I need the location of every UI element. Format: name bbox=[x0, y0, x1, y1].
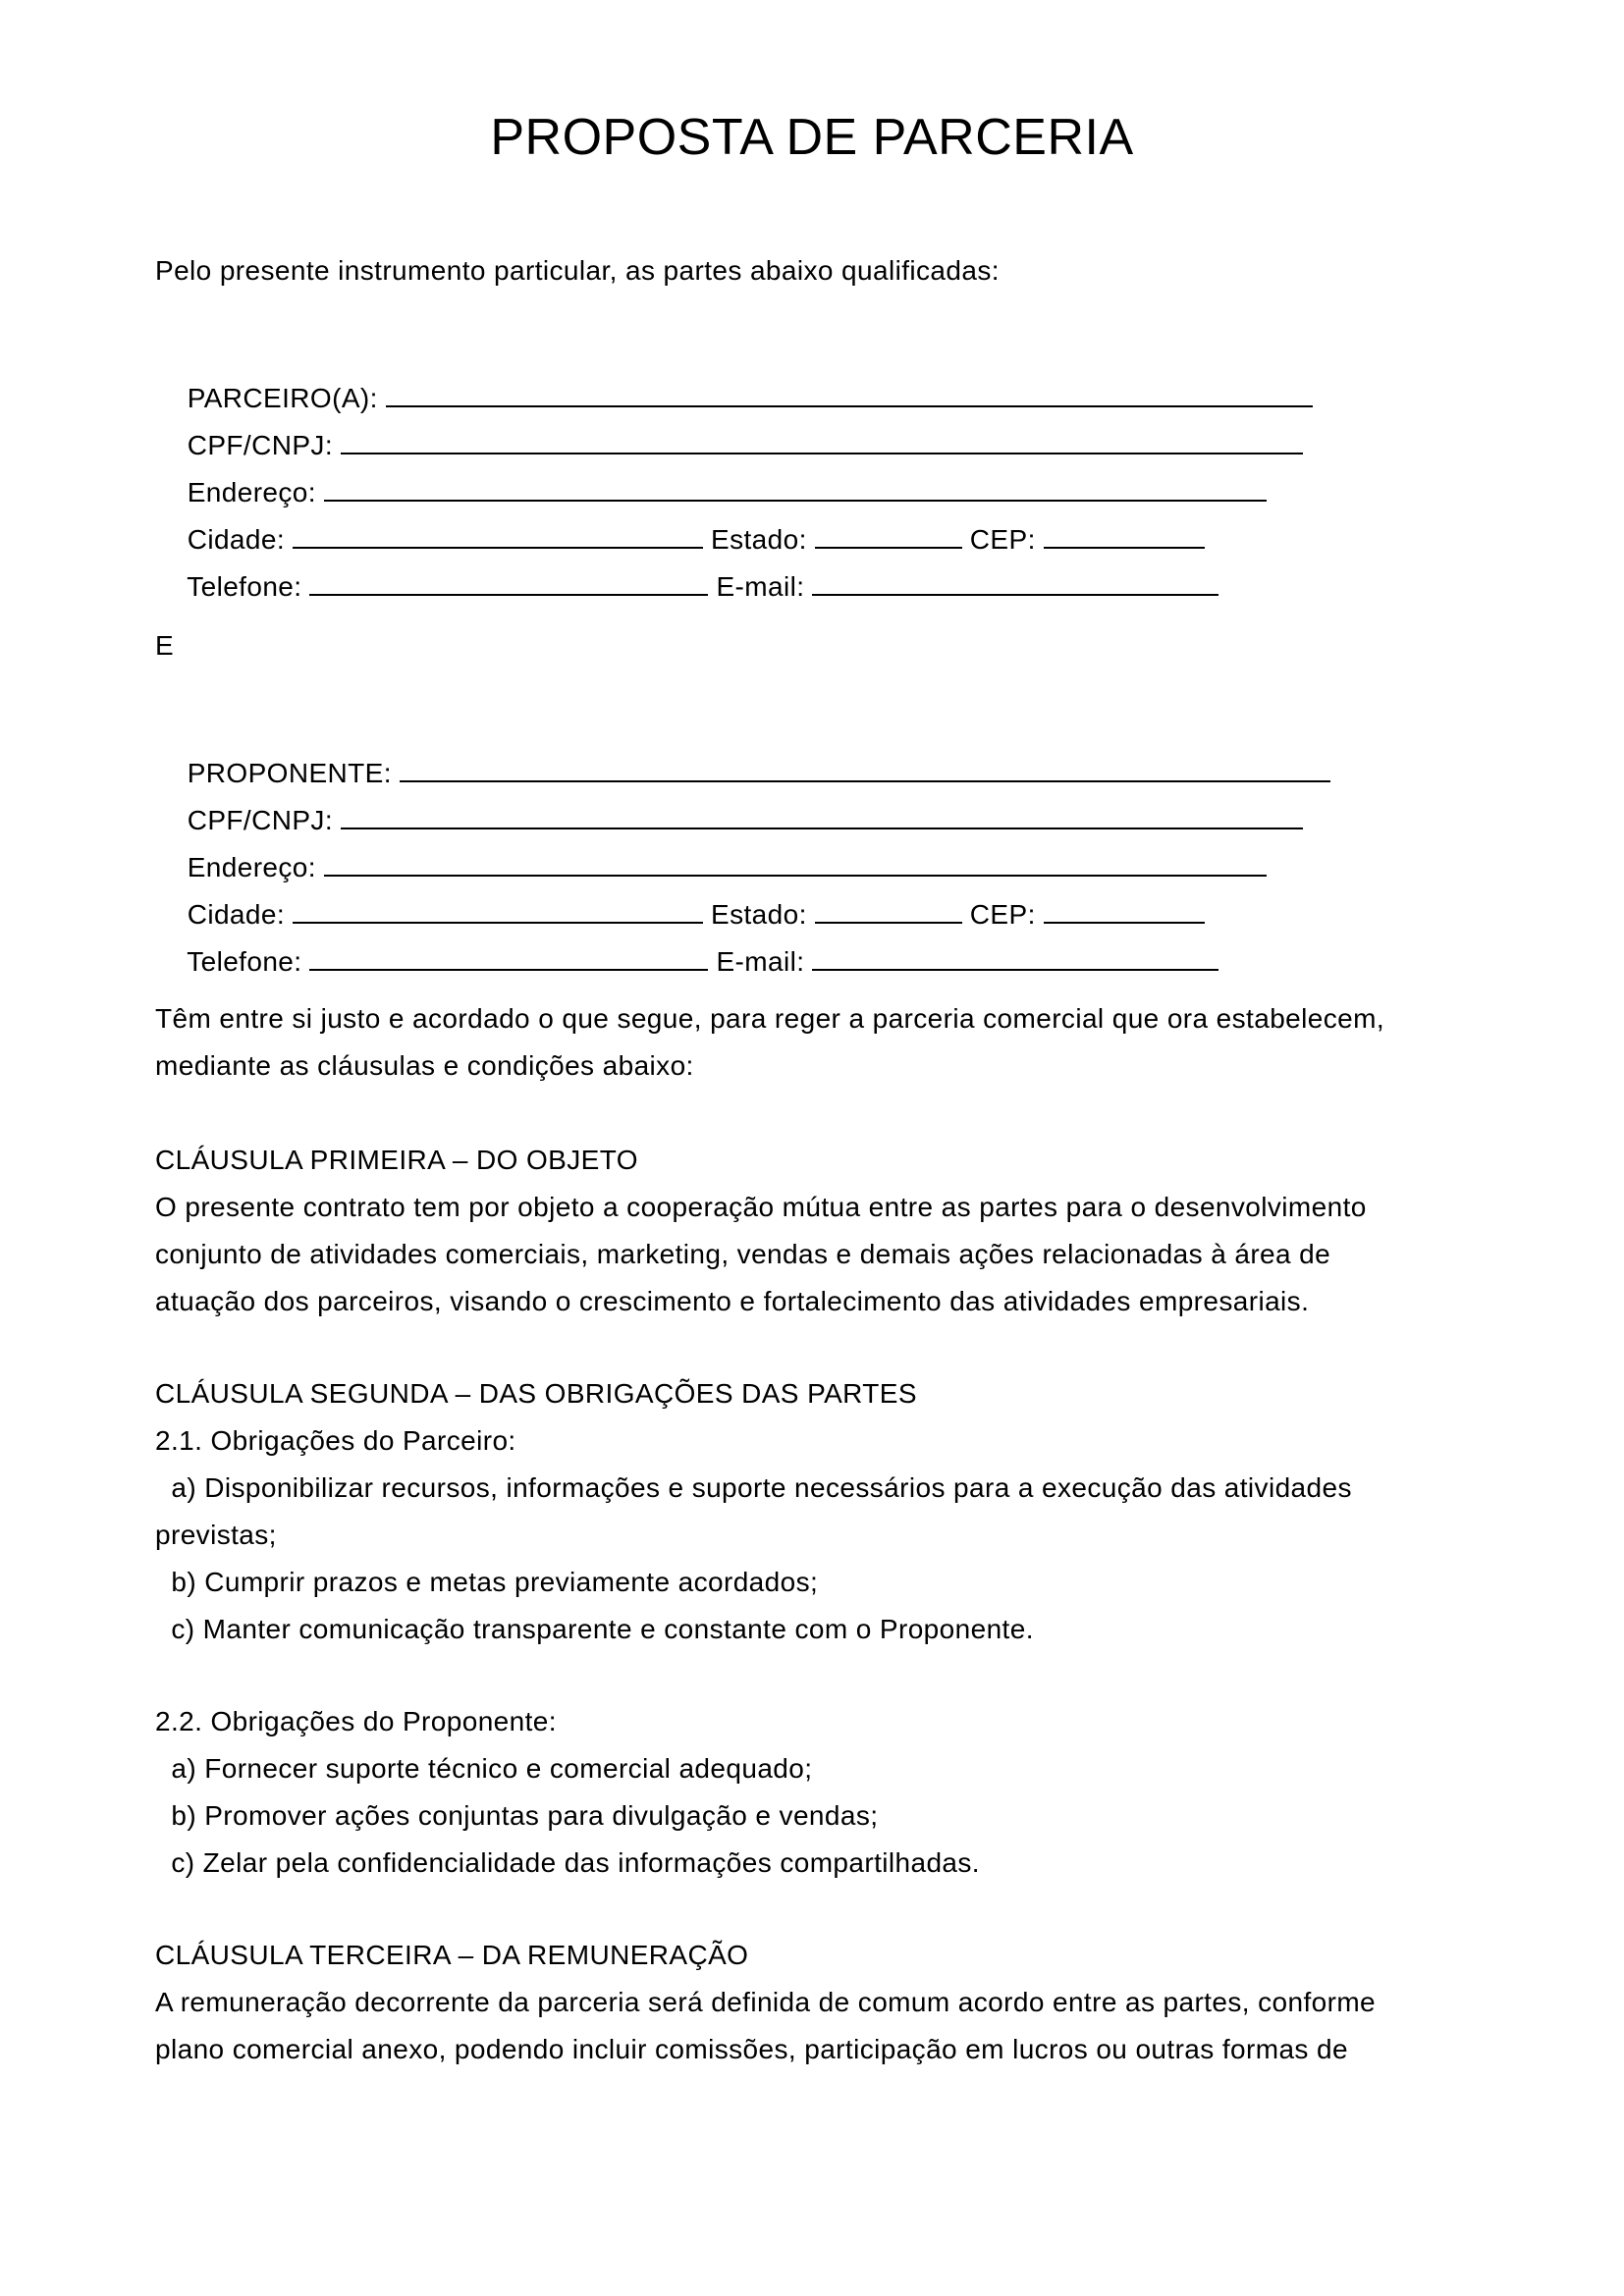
party1-state-label: Estado: bbox=[711, 524, 807, 555]
party1-email-label: E-mail: bbox=[716, 571, 805, 602]
party1-phone-label: Telefone: bbox=[187, 571, 302, 602]
clause2-sub1-line: previstas; bbox=[155, 1520, 277, 1550]
clause3-line: plano comercial anexo, podendo incluir comissões, participação em lucros ou outras formas de bbox=[155, 2034, 1348, 2064]
clause2-sub1-heading: 2.1. Obrigações do Parceiro: bbox=[155, 1425, 516, 1456]
intro-text: Pelo presente instrumento particular, as partes abaixo qualificadas: bbox=[155, 255, 1000, 286]
clause2-sub2-line: c) Zelar pela confidencialidade das informações compartilhadas. bbox=[155, 1847, 980, 1878]
party2-city-label: Cidade: bbox=[187, 899, 286, 930]
party1-phone-row bbox=[155, 534, 1226, 640]
agreement-line: mediante as cláusulas e condições abaixo: bbox=[155, 1050, 694, 1081]
clause2-sub1-line: c) Manter comunicação transparente e constante com o Proponente. bbox=[155, 1614, 1034, 1644]
clause2-sub1-line: b) Cumprir prazos e metas previamente acordados; bbox=[155, 1567, 819, 1597]
agreement-line: Têm entre si justo e acordado o que segue, para reger a parceria comercial que ora estabelecem, bbox=[155, 1003, 1385, 1034]
party1-city-label: Cidade: bbox=[187, 524, 286, 555]
clause2-sub2-line: a) Fornecer suporte técnico e comercial adequado; bbox=[155, 1753, 813, 1784]
clause3-line: A remuneração decorrente da parceria será definida de comum acordo entre as partes, conforme bbox=[155, 1987, 1377, 2017]
party2-name-label: PROPONENTE: bbox=[187, 758, 392, 788]
party1-address-label: Endereço: bbox=[187, 477, 316, 507]
document-title: PROPOSTA DE PARCERIA bbox=[490, 109, 1134, 166]
clause2-sub1-line: a) Disponibilizar recursos, informações e suporte necessários para a execução das atividades bbox=[155, 1472, 1352, 1503]
party1-name-label: PARCEIRO(A): bbox=[187, 383, 378, 413]
clause2-heading: CLÁUSULA SEGUNDA – DAS OBRIGAÇÕES DAS PARTES bbox=[155, 1378, 917, 1409]
party2-address-label: Endereço: bbox=[187, 852, 316, 882]
clause3-heading: CLÁUSULA TERCEIRA – DA REMUNERAÇÃO bbox=[155, 1940, 749, 1970]
clause1-line: atuação dos parceiros, visando o crescimento e fortalecimento das atividades empresariais. bbox=[155, 1286, 1310, 1316]
party2-email-label: E-mail: bbox=[716, 946, 805, 977]
clause1-line: conjunto de atividades comerciais, marketing, vendas e demais ações relacionadas à área de bbox=[155, 1239, 1331, 1269]
clause2-sub2-line: b) Promover ações conjuntas para divulgação e vendas; bbox=[155, 1800, 879, 1831]
party1-phone-field[interactable] bbox=[309, 570, 708, 596]
party2-state-label: Estado: bbox=[711, 899, 807, 930]
party2-phone-label: Telefone: bbox=[187, 946, 302, 977]
party2-phone-field[interactable] bbox=[309, 945, 708, 971]
clause1-line: O presente contrato tem por objeto a cooperação mútua entre as partes para o desenvolvimento bbox=[155, 1192, 1367, 1222]
party1-email-field[interactable] bbox=[812, 570, 1218, 596]
party2-email-field[interactable] bbox=[812, 945, 1218, 971]
party2-phone-row bbox=[155, 909, 1226, 1015]
party2-cep-label: CEP: bbox=[969, 899, 1036, 930]
clause2-sub2-heading: 2.2. Obrigações do Proponente: bbox=[155, 1706, 557, 1736]
party2-cpf-label: CPF/CNPJ: bbox=[187, 805, 333, 835]
parties-separator: E bbox=[155, 630, 175, 661]
party1-cpf-label: CPF/CNPJ: bbox=[187, 430, 333, 460]
clause1-heading: CLÁUSULA PRIMEIRA – DO OBJETO bbox=[155, 1145, 638, 1175]
party1-cep-label: CEP: bbox=[969, 524, 1036, 555]
